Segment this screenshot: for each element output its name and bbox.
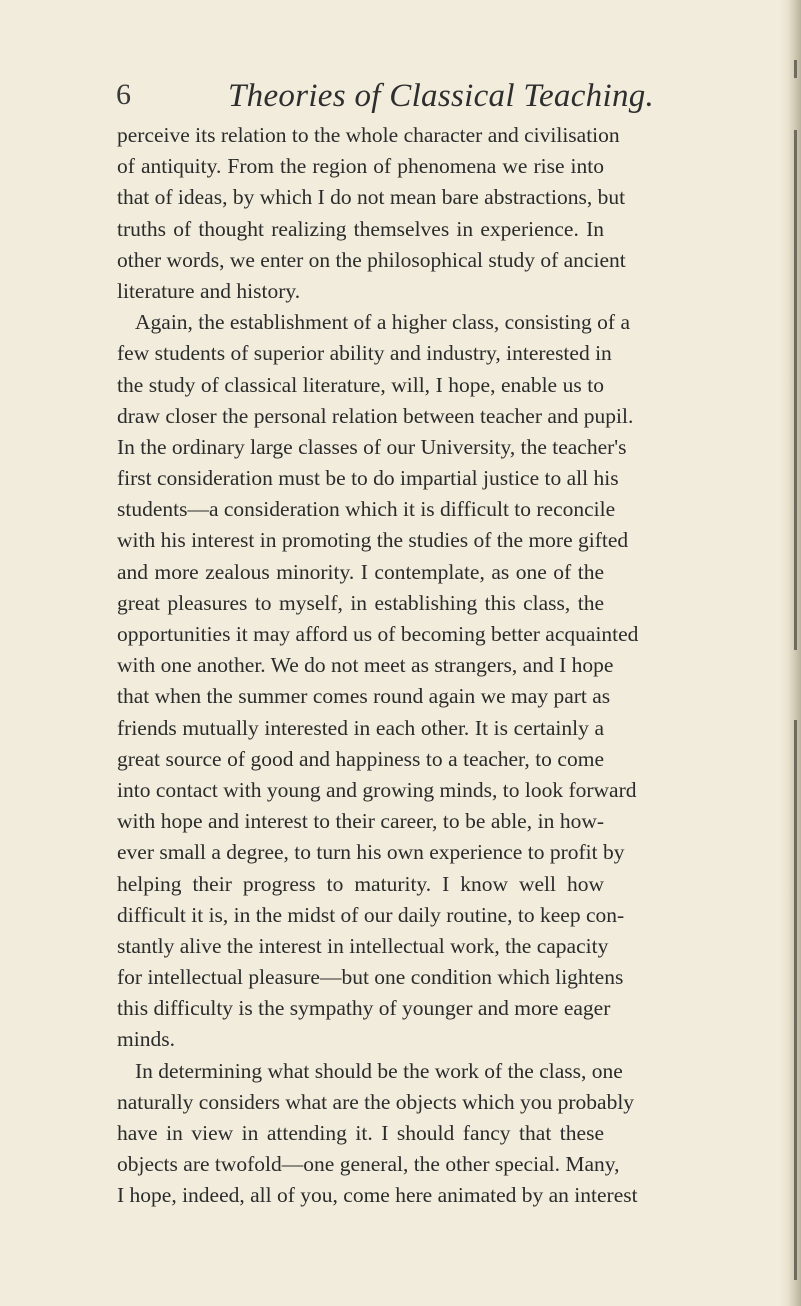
- running-title: Theories of Classical Teaching.: [228, 78, 655, 114]
- page-header: [108, 78, 668, 122]
- text-line: In determining what should be the work of the class, one: [135, 1058, 623, 1083]
- edge-mark: [794, 60, 797, 78]
- page-number: 6: [116, 78, 131, 111]
- text-line: Again, the establishment of a higher class, consisting of a: [135, 310, 630, 335]
- text-line: stantly alive the interest in intellectual work, the capacity: [117, 933, 609, 958]
- text-line: truths of thought realizing themselves in experience. In: [117, 216, 604, 241]
- text-line: few students of superior ability and industry, interested in: [117, 341, 612, 366]
- text-line: helping their progress to maturity. I know well how: [117, 871, 604, 896]
- text-line: literature and history.: [117, 278, 301, 303]
- text-line: perceive its relation to the whole character and civilisation: [117, 123, 620, 147]
- text-line: In the ordinary large classes of our University, the teacher's: [117, 434, 627, 459]
- text-line: of antiquity. From the region of phenomena we rise into: [117, 154, 604, 179]
- text-line: friends mutually interested in each other. It is certainly a: [117, 715, 604, 740]
- text-line: first consideration must be to do impartial justice to all his: [117, 466, 619, 491]
- text-line: with his interest in promoting the studies of the more gifted: [117, 528, 629, 553]
- edge-mark: [794, 130, 797, 650]
- text-line: that when the summer comes round again we may part as: [117, 684, 611, 709]
- text-line: I hope, indeed, all of you, come here animated by an interest: [117, 1183, 638, 1208]
- text-line: minds.: [117, 1027, 175, 1052]
- body-text: [117, 120, 639, 1212]
- text-line: for intellectual pleasure—but one condition which lightens: [117, 965, 624, 990]
- text-line: objects are twofold—one general, the other special. Many,: [117, 1152, 620, 1177]
- text-line: with hope and interest to their career, to be able, in how-: [117, 809, 604, 834]
- text-line: naturally considers what are the objects which you probably: [117, 1089, 635, 1114]
- text-line: opportunities it may afford us of becoming better acquainted: [117, 622, 639, 646]
- text-line: with one another. We do not meet as strangers, and I hope: [117, 653, 614, 678]
- text-line: the study of classical literature, will, I hope, enable us to: [117, 372, 604, 397]
- text-line: and more zealous minority. I contemplate, as one of the: [117, 559, 604, 584]
- text-line: into contact with young and growing minds, to look forward: [117, 777, 637, 802]
- text-line: that of ideas, by which I do not mean bare abstractions, but: [117, 185, 626, 210]
- text-line: this difficulty is the sympathy of younger and more eager: [117, 996, 611, 1021]
- page-edge-shadow: [779, 0, 801, 1306]
- text-line: have in view in attending it. I should fancy that these: [117, 1121, 604, 1145]
- text-line: great source of good and happiness to a teacher, to come: [117, 746, 604, 771]
- edge-mark: [794, 720, 797, 1280]
- text-line: great pleasures to myself, in establishing this class, the: [117, 590, 604, 615]
- text-line: ever small a degree, to turn his own experience to profit by: [117, 840, 625, 865]
- text-line: students—a consideration which it is difficult to reconcile: [117, 497, 616, 522]
- text-line: draw closer the personal relation between teacher and pupil.: [117, 403, 634, 428]
- text-line: difficult it is, in the midst of our daily routine, to keep con-: [117, 902, 625, 927]
- text-line: other words, we enter on the philosophical study of ancient: [117, 247, 626, 272]
